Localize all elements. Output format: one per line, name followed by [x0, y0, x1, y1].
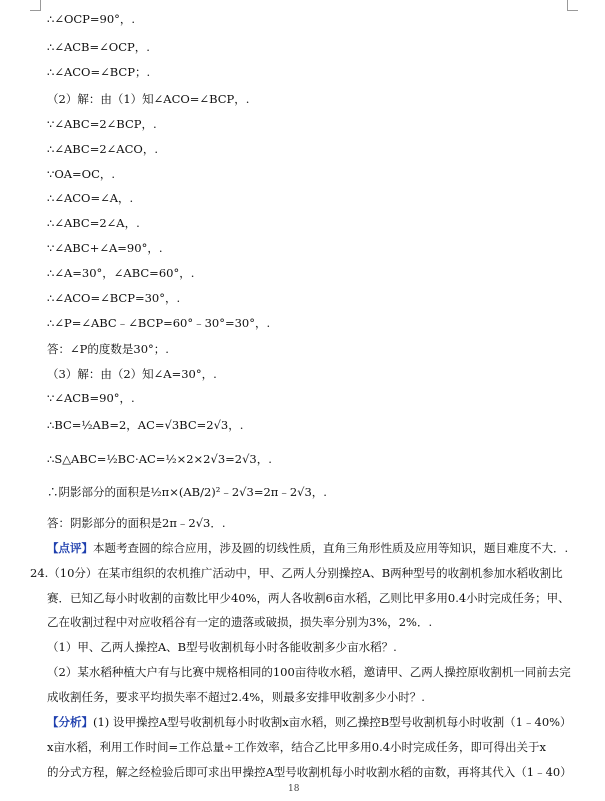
analysis-line-3: 的分式方程，解之经检验后即可求出甲操控A型号收割机每小时收割水稻的亩数，再将其代入（1﹣40） — [47, 765, 572, 779]
line-4: （2）解：由（1）知∠ACO=∠BCP，. — [47, 92, 250, 106]
line-7: ∵OA=OC，. — [47, 167, 116, 181]
line-9: ∴∠ABC=2∠A，. — [47, 216, 140, 230]
analysis-line-1 — [47, 715, 572, 729]
line-16: ∵∠ACB=90°，. — [47, 391, 135, 405]
analysis-line-2: x亩水稻，利用工作时间=工作总量÷工作效率，结合乙比甲多用0.4小时完成任务，即可得出关于x — [47, 740, 547, 754]
corner-mark-top-left — [30, 0, 41, 11]
line-10: ∵∠ABC+∠A=90°，. — [47, 241, 163, 255]
line-14: 答：∠P的度数是30°；. — [47, 342, 169, 356]
line-8: ∴∠ACO=∠A，. — [47, 191, 134, 205]
analysis-tag: 【分析】 — [47, 715, 93, 729]
line-5: ∵∠ABC=2∠BCP，. — [47, 117, 157, 131]
page-number: 18 — [288, 784, 300, 794]
line-12: ∴∠ACO=∠BCP=30°，. — [47, 291, 181, 305]
line-13: ∴∠P=∠ABC﹣∠BCP=60°﹣30°=30°，. — [47, 316, 271, 330]
comment-text: 本题考查圆的综合应用，涉及圆的切线性质，直角三角形性质及应用等知识，题目难度不大．. — [93, 541, 569, 555]
q24-line-3: 乙在收割过程中对应收稻谷有一定的遗落或破损，损失率分别为3%，2%．. — [47, 615, 433, 629]
line-17: ∴BC=½AB=2，AC=√3BC=2√3，. — [47, 418, 244, 432]
comment-line — [47, 541, 568, 555]
line-3: ∴∠ACO=∠BCP；. — [47, 65, 151, 79]
line-15: （3）解：由（2）知∠A=30°，. — [47, 367, 217, 381]
analysis-text-1: (1) 设甲操控A型号收割机每小时收割x亩水稻，则乙操控B型号收割机每小时收割（1﹣40%） — [93, 715, 572, 729]
line-11: ∴∠A=30°，∠ABC=60°，. — [47, 266, 195, 280]
line-6: ∴∠ABC=2∠ACO，. — [47, 142, 158, 156]
comment-tag: 【点评】 — [47, 541, 93, 555]
line-19: ∴阴影部分的面积是½π×(AB/2)²﹣2√3=2π﹣2√3，. — [47, 485, 327, 499]
line-2: ∴∠ACB=∠OCP，. — [47, 40, 150, 54]
line-20: 答：阴影部分的面积是2π﹣2√3．. — [47, 516, 226, 530]
line-1: ∴∠OCP=90°，. — [47, 12, 136, 26]
line-18: ∴S△ABC=½BC·AC=½×2×2√3=2√3，. — [47, 452, 272, 466]
q24-subq-1: （1）甲、乙两人操控A、B型号收割机每小时各能收割多少亩水稻？. — [47, 640, 397, 654]
corner-mark-top-right — [567, 0, 578, 11]
q24-subq-2a: （2）某水稻种植大户有与比赛中规格相同的100亩待收水稻，邀请甲、乙两人操控原收割机一同前去完 — [47, 665, 571, 679]
q24-line-2: 赛．已知乙每小时收割的亩数比甲少40%，两人各收割6亩水稻，乙则比甲多用0.4小时完成任务；甲、 — [47, 591, 570, 605]
q24-subq-2b: 成收割任务，要求平均损失率不超过2.4%，则最多安排甲收割多少小时？. — [47, 690, 425, 704]
q24-line-1: 24.（10分）在某市组织的农机推广活动中，甲、乙两人分别操控A、B两种型号的收割机参加水稻收割比 — [30, 566, 563, 580]
